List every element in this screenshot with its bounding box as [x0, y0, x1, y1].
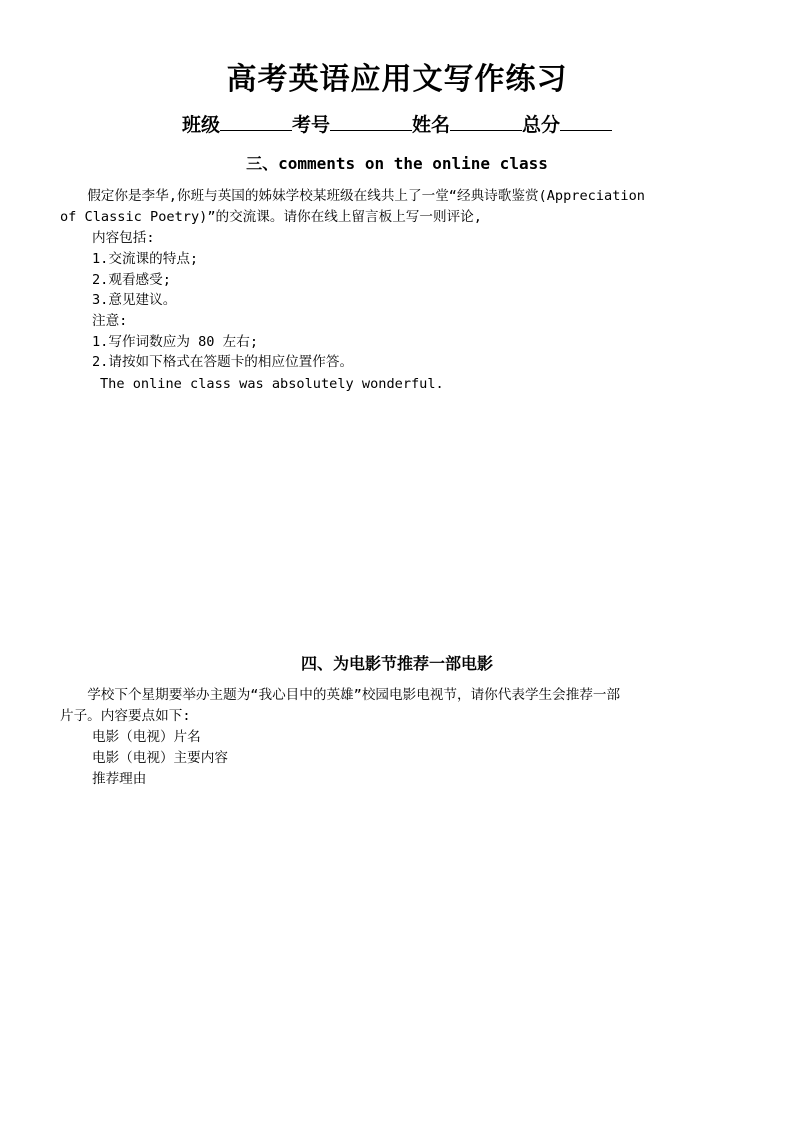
- section3-intro: [60, 186, 740, 207]
- section3-intro-cont: [60, 207, 740, 228]
- section4-intro-line2: 片子。内容要点如下:: [60, 708, 191, 724]
- section3-content-label: 内容包括:: [92, 230, 155, 246]
- section3-point-1: 1.交流课的特点;: [92, 251, 199, 267]
- section4-intro-line1: 学校下个星期要举办主题为“我心目中的英雄”校园电影电视节，请你代表学生会推荐一部: [87, 687, 621, 703]
- number-label: 考号: [291, 114, 330, 136]
- student-info-line: [0, 110, 794, 139]
- score-blank[interactable]: [560, 110, 612, 131]
- section3-title: 三、comments on the online class: [246, 154, 548, 173]
- section3-intro-line2: of Classic Poetry)”的交流课。请你在线上留言板上写一则评论,: [60, 209, 482, 225]
- section4-title: 四、为电影节推荐一部电影: [300, 654, 493, 673]
- section3-note-2: 2.请按如下格式在答题卡的相应位置作答。: [92, 354, 354, 370]
- section3-note-1: 1.写作词数应为 80 左右;: [92, 334, 259, 350]
- score-label: 总分: [522, 114, 561, 136]
- class-blank[interactable]: [220, 110, 292, 131]
- section4-point-2: 电影（电视）主要内容: [92, 750, 228, 766]
- class-label: 班级: [181, 114, 220, 136]
- name-label: 姓名: [412, 114, 451, 136]
- page-title: 高考英语应用文写作练习: [226, 62, 568, 97]
- section3-opening-sentence: The online class was absolutely wonderful.: [100, 376, 444, 392]
- section4-intro: [60, 685, 740, 706]
- number-blank[interactable]: [330, 110, 412, 131]
- section3-intro-line1: 假定你是李华,你班与英国的姊妹学校某班级在线共上了一堂“经典诗歌鉴赏(Appreciation: [87, 188, 645, 204]
- section3-point-3: 3.意见建议。: [92, 292, 177, 308]
- section4-point-3: 推荐理由: [92, 771, 147, 787]
- section4-intro-cont: [60, 706, 740, 727]
- section3-notes-label: 注意:: [92, 313, 128, 329]
- section3-point-2: 2.观看感受;: [92, 272, 171, 288]
- section4-point-1: 电影（电视）片名: [92, 729, 201, 745]
- name-blank[interactable]: [450, 110, 522, 131]
